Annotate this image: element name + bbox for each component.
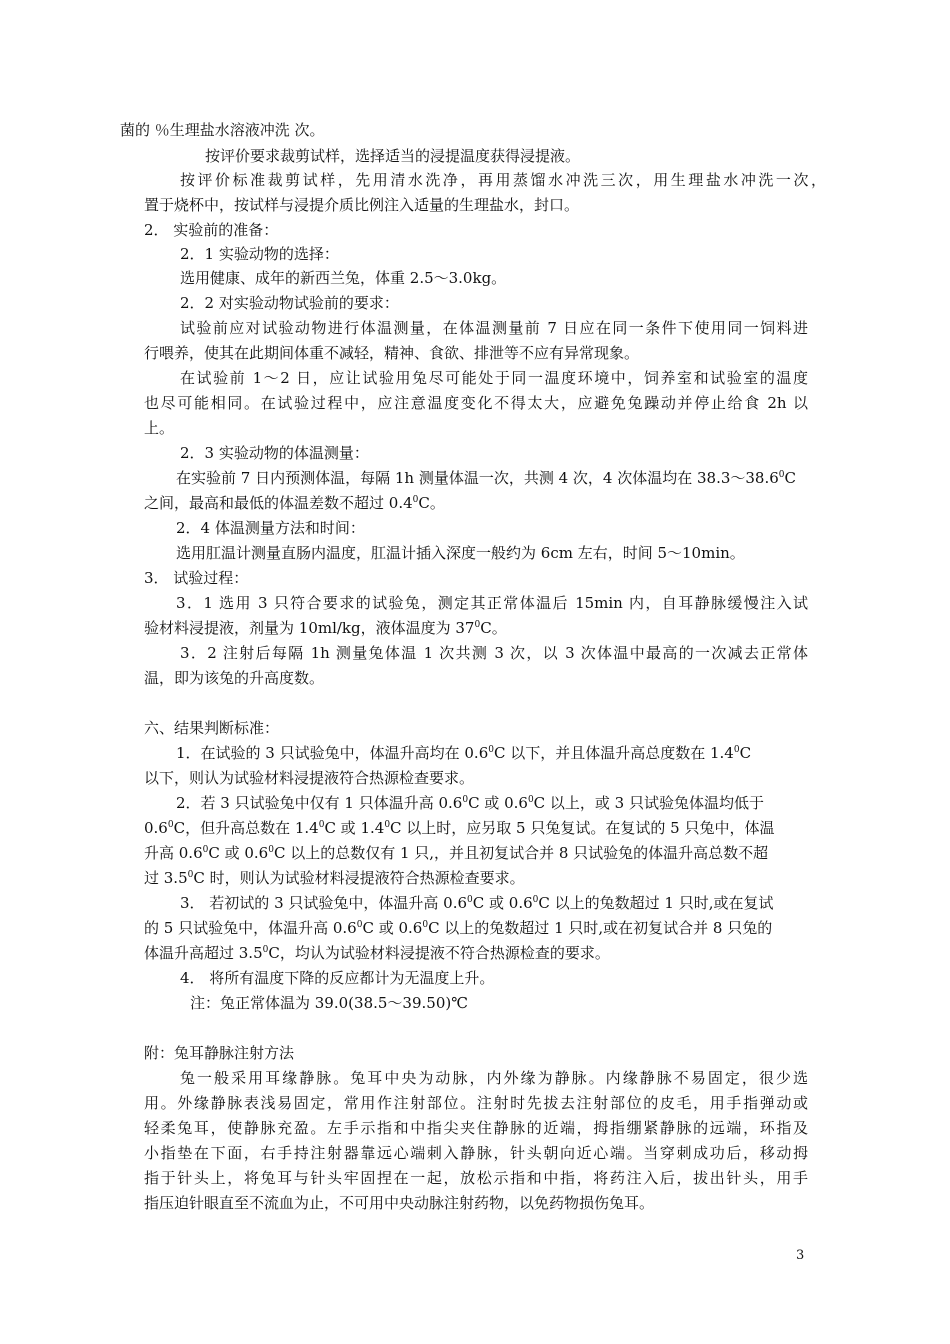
subsection-heading: 2．1 实验动物的选择： — [180, 245, 339, 263]
text-line: 置于烧杯中，按试样与浸提介质比例注入适量的生理盐水，封口。 — [144, 196, 580, 214]
text-line: 过 $3.5^0C$ 时，则认为试验材料浸提液符合热源检查要求。 — [144, 869, 525, 887]
text-line: 3．2 注射后每隔 1h 测量兔体温 1 次共测 3 次，以 3 次体温中最高的一次减去正常体 — [180, 644, 808, 662]
text-line: 在实验前 7 日内预测体温，每隔 1h 测量体温一次，共测 4 次，4 次体温均在 38.3～38.6$^0$C — [176, 469, 796, 487]
text-line: 菌的 ％生理盐水溶液冲洗 次。 — [120, 121, 325, 139]
text-line: 小指垫在下面，右手持注射器靠远心端刺入静脉，针头朝向近心端。当穿刺成功后，移动拇 — [144, 1144, 808, 1162]
appendix-heading: 附：兔耳静脉注射方法 — [144, 1044, 295, 1062]
text-line: 4． 将所有温度下降的反应都计为无温度上升。 — [180, 969, 495, 987]
text-line: 体温升高超过 $3.5^0C$，均认为试验材料浸提液不符合热源检查的要求。 — [144, 944, 610, 962]
text-line: 试验前应对试验动物进行体温测量，在体温测量前 7 日应在同一条件下使用同一饲料进 — [180, 319, 808, 337]
note-line: 注：兔正常体温为 39.0(38.5～39.50)℃ — [190, 994, 468, 1012]
text-line: 选用肛温计测量直肠内温度，肛温计插入深度一般约为 6cm 左右，时间 5～10min。 — [176, 544, 745, 562]
text-line: 选用健康、成年的新西兰兔，体重 2.5～3.0kg。 — [180, 269, 507, 287]
text-line: 验材料浸提液，剂量为 10ml/kg，液体温度为 $37^0C$。 — [144, 619, 507, 637]
text-line: 以下，则认为试验材料浸提液符合热源检查要求。 — [144, 769, 475, 787]
section-heading: 2． 实验前的准备： — [144, 221, 279, 239]
subsection-heading: 2．3 实验动物的体温测量： — [180, 444, 369, 462]
text-line: 之间，最高和最低的体温差数不超过 $0.4^0C$。 — [144, 494, 445, 512]
text-line: 在试验前 1～2 日，应让试验用兔尽可能处于同一温度环境中，饲养室和试验室的温度 — [180, 369, 808, 387]
subsection-heading: 2．2 对实验动物试验前的要求： — [180, 294, 399, 312]
text-line: 行喂养，使其在此期间体重不减轻，精神、食欲、排泄等不应有异常现象。 — [144, 344, 640, 362]
text-line: 也尽可能相同。在试验过程中，应注意温度变化不得太大，应避免兔躁动并停止给食 2h 以 — [144, 394, 808, 412]
text-line: 用。外缘静脉表浅易固定，常用作注射部位。注射时先拔去注射部位的皮毛，用手指弹动或 — [144, 1094, 808, 1112]
text-line: 按评价要求裁剪试样，选择适当的浸提温度获得浸提液。 — [205, 147, 581, 165]
text-line: 按评价标准裁剪试样，先用清水洗净，再用蒸馏水冲洗三次，用生理盐水冲洗一次， — [180, 171, 826, 189]
text-line: 上。 — [144, 419, 175, 437]
page-number: 3 — [796, 1248, 805, 1263]
subsection-heading: 2．4 体温测量方法和时间： — [176, 519, 365, 537]
text-line: 3．1 选用 3 只符合要求的试验兔，测定其正常体温后 15min 内，自耳静脉缓慢注入试 — [176, 594, 808, 612]
section-heading: 3． 试验过程： — [144, 569, 249, 587]
text-line: 升高 $0.6^0C$ 或 $0.6^0C$ 以上的总数仅有 1 只,，并且初复试合并 8 只试验兔的体温升高总数不超 — [144, 844, 769, 862]
text-line: 的 5 只试验兔中，体温升高 $0.6^0C$ 或 $0.6^0C$ 以上的兔数超过 1 只时,或在初复试合并 8 只兔的 — [144, 919, 773, 937]
text-line: 温，即为该兔的升高度数。 — [144, 669, 325, 687]
text-line: 指于针头上，将兔耳与针头牢固捏在一起，放松示指和中指，将药注入后，拔出针头，用手 — [144, 1169, 808, 1187]
text-line: 2．若 3 只试验兔中仅有 1 只体温升高 $0.6^0C$ 或 $0.6^0C$ 以上，或 3 只试验兔体温均低于 — [176, 794, 764, 812]
text-line: 指压迫针眼直至不流血为止，不可用中央动脉注射药物，以免药物损伤兔耳。 — [144, 1194, 655, 1212]
text-line: 3． 若初试的 3 只试验兔中，体温升高 $0.6^0C$ 或 $0.6^0C$ 以上的兔数超过 1 只时,或在复试 — [180, 894, 774, 912]
text-line: $0.6^0C$，但升高总数在 $1.4^0C$ 或 $1.4^0C$ 以上时，应另取 5 只兔复试。在复试的 5 只兔中，体温 — [144, 819, 775, 837]
text-line: 兔一般采用耳缘静脉。兔耳中央为动脉，内外缘为静脉。内缘静脉不易固定，很少选 — [180, 1069, 808, 1087]
text-line: 轻柔兔耳，使静脉充盈。左手示指和中指尖夹住静脉的近端，拇指绷紧静脉的远端，环指及 — [144, 1119, 808, 1137]
text-line: 1．在试验的 3 只试验兔中，体温升高均在 $0.6^0C$ 以下，并且体温升高总度数在 $1.4^0C$ — [176, 744, 752, 762]
section-heading: 六、结果判断标准： — [144, 719, 280, 737]
